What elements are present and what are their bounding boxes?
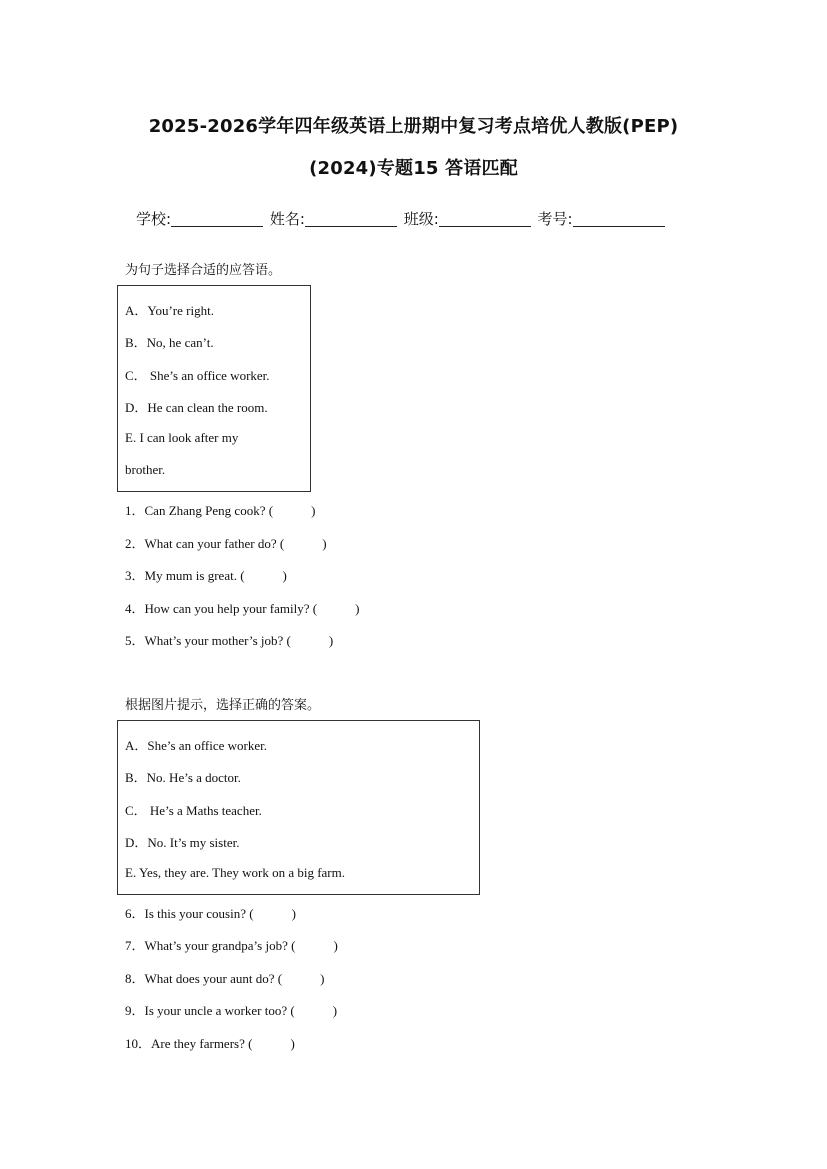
section1-options-box (117, 285, 311, 492)
question-10: 10．Are they farmers? ( ) (125, 1036, 295, 1051)
section1-option-d: D．He can clean the room. (125, 400, 268, 415)
section1-option-b: B．No, he can’t. (125, 335, 214, 350)
section2-option-d: D．No. It’s my sister. (125, 835, 240, 850)
question-7: 7．What’s your grandpa’s job? ( ) (125, 938, 338, 953)
section2-option-e: E. Yes, they are. They work on a big farm. (125, 865, 345, 880)
question-3: 3．My mum is great. ( ) (125, 568, 287, 583)
page-title-line1: 2025-2026学年四年级英语上册期中复习考点培优人教版(PEP) (148, 116, 679, 137)
school-label: 学校: (136, 210, 172, 228)
section1-option-e: E. I can look after my (125, 430, 239, 445)
exam-number-blank[interactable] (573, 211, 665, 227)
question-5: 5．What’s your mother’s job? ( ) (125, 633, 334, 648)
exam-number-label: 考号: (537, 210, 573, 228)
section1-instruction: 为句子选择合适的应答语。 (125, 263, 282, 278)
question-8: 8．What does your aunt do? ( ) (125, 971, 325, 986)
section1-option-c: C． She’s an office worker. (125, 368, 270, 383)
class-blank[interactable] (439, 211, 531, 227)
section1-option-a: A．You’re right. (125, 303, 214, 318)
school-blank[interactable] (171, 211, 263, 227)
question-2: 2．What can your father do? ( ) (125, 536, 327, 551)
section2-option-a: A．She’s an office worker. (125, 738, 268, 753)
name-label: 姓名: (269, 210, 305, 228)
question-6: 6．Is this your cousin? ( ) (125, 906, 296, 921)
section1-option-e-cont: brother. (125, 462, 166, 477)
question-9: 9．Is your uncle a worker too? ( ) (125, 1003, 338, 1018)
student-info-row (136, 208, 667, 229)
section2-instruction: 根据图片提示，选择正确的答案。 (125, 698, 321, 713)
page-title-line2: (2024)专题15 答语匹配 (309, 158, 518, 179)
name-blank[interactable] (305, 211, 397, 227)
section2-options-box (117, 720, 480, 895)
question-4: 4．How can you help your family? ( ) (125, 601, 360, 616)
question-1: 1．Can Zhang Peng cook? ( ) (125, 503, 316, 518)
section2-option-c: C． He’s a Maths teacher. (125, 803, 262, 818)
class-label: 班级: (403, 210, 439, 228)
section2-option-b: B．No. He’s a doctor. (125, 770, 241, 785)
